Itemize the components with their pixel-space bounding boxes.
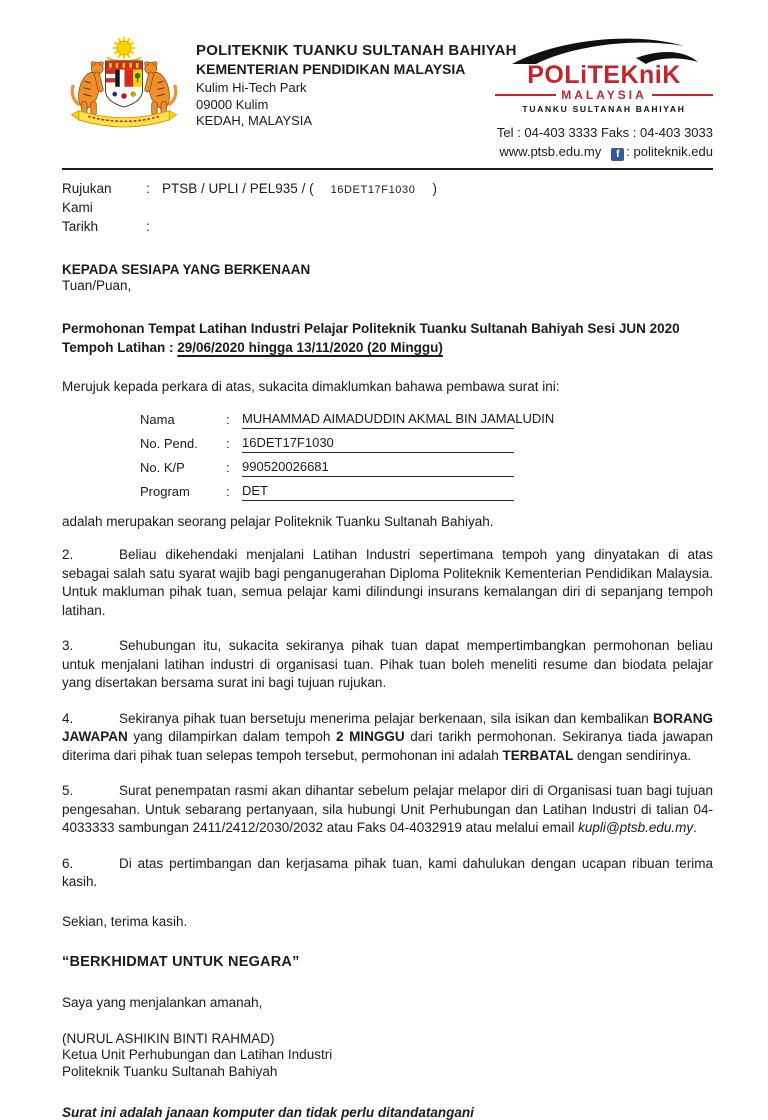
addressee-line: KEPADA SESIAPA YANG BERKENAAN — [62, 262, 311, 277]
paragraph-2: 2. Beliau dikehendaki menjalani Latihan Industri sepertimana tempoh yang dinyatakan di atas sebagai salah satu syarat wajib bagi penganugerahan Diploma Politeknik Kementerian Pendidikan Malaysia. Untuk makluman pihak tuan, semua pelajar kami dilindungi insurans kemalangan diri di sepanjang tempoh latihan. — [62, 547, 713, 618]
brand-country: MALAYSIA — [561, 88, 647, 102]
facebook-icon: f — [611, 148, 624, 161]
greeting-line: Tuan/Puan, — [62, 278, 132, 293]
signing-intro: Saya yang menjalankan amanah, — [62, 994, 263, 1010]
emphasis-borang-jawapan: BORANG JAWAPAN — [62, 710, 713, 744]
field-row-program: Program : DET — [140, 477, 713, 501]
address-line-1: Kulim Hi-Tech Park — [196, 80, 307, 95]
field-label: Program — [140, 484, 190, 499]
student-details — [140, 405, 713, 501]
training-period: 29/06/2020 hingga 13/11/2020 (20 Minggu) — [177, 340, 443, 355]
address-line-2: 09000 Kulim — [196, 96, 269, 112]
reference-label: Rujukan Kami — [62, 181, 112, 215]
signer-organisation: Politeknik Tuanku Sultanah Bahiyah — [62, 1063, 278, 1079]
field-row-no-kp: No. K/P : 990520026681 — [140, 453, 713, 477]
field-value-no-pend: 16DET17F1030 — [242, 435, 514, 453]
reference-student-code: 16DET17F1030 — [330, 184, 416, 196]
letterhead — [62, 28, 713, 168]
logo-contact-block — [495, 34, 713, 161]
facebook-handle: : politeknik.edu — [626, 144, 713, 159]
brand-line-left — [495, 94, 556, 97]
paragraph-5: 5. Surat penempatan rasmi akan dihantar sebelum pelajar melapor diri di Organisasi tuan bagi tujuan pengesahan. Untuk sebarang pertanyaan, sila hubungi Unit Perhubungan dan Latihan Industri di talian 04-4033333 sambungan 2411/2412/2030/2032 atau Faks 04-4032919 atau melalui email kupli@ptsb.edu.my. — [62, 783, 713, 835]
phone-fax-line: Tel : 04-403 3333 Faks : 04-403 3033 — [496, 125, 713, 140]
subject-line-2: Tempoh Latihan : 29/06/2020 hingga 13/11/2020 (20 Minggu) — [62, 340, 443, 355]
field-label: Nama — [140, 412, 175, 427]
after-fields-line: adalah merupakan seorang pelajar Politeknik Tuanku Sultanah Bahiyah. — [62, 514, 494, 529]
politeknik-logo — [495, 34, 713, 114]
emphasis-2-minggu: 2 MINGGU — [335, 729, 405, 744]
paragraph-4: 4. Sekiranya pihak tuan bersetuju menerima pelajar berkenaan, sila isikan dan kembalikan BORANG JAWAPAN yang dilampirkan dalam tempoh 2 MINGGU dari tarikh permohonan. Sekiranya tiada jawapan diterima dari pihak tuan selepas tempoh tersebut, permohonan ini adalah TERBATAL dengan sendirinya. — [62, 710, 713, 763]
emphasis-terbatal: TERBATAL — [502, 747, 574, 763]
reference-block — [62, 179, 713, 236]
website-link[interactable]: www.ptsb.edu.my — [499, 144, 602, 159]
signer-title: Ketua Unit Perhubungan dan Latihan Industri — [62, 1047, 333, 1062]
ministry-name: KEMENTERIAN PENDIDIKAN MALAYSIA — [196, 61, 466, 77]
subject-block — [62, 319, 713, 357]
field-label: No. Pend. — [140, 436, 198, 451]
header-divider — [62, 168, 713, 170]
subject-line-1: Permohonan Tempat Latihan Industri Pelajar Politeknik Tuanku Sultanah Bahiyah Sesi JUN 2020 — [62, 321, 680, 336]
email-address: kupli@ptsb.edu.my — [578, 820, 694, 835]
reference-suffix: ) — [432, 181, 437, 196]
field-label: No. K/P — [140, 460, 185, 475]
closing-thanks: Sekian, terima kasih. — [62, 913, 188, 929]
contact-block — [495, 123, 713, 161]
brand-line-right — [652, 94, 713, 97]
institution-name: POLITEKNIK TUANKU SULTANAH BAHIYAH — [196, 42, 517, 59]
brand-wordmark: POLiTEKniK — [527, 61, 681, 89]
intro-line: Merujuk kepada perkara di atas, sukacita dimaklumkan bahawa pembawa surat ini: — [62, 379, 560, 394]
national-motto: “BERKHIDMAT UNTUK NEGARA” — [62, 953, 300, 970]
date-row: Tarikh : — [62, 219, 150, 234]
malaysia-coat-of-arms-icon — [64, 30, 184, 138]
field-value-program: DET — [242, 483, 514, 501]
field-row-no-pend: No. Pend. : 16DET17F1030 — [140, 429, 713, 453]
paragraph-3: 3. Sehubungan itu, sukacita sekiranya pihak tuan dapat mempertimbangkan permohonan beliau untuk menjalani latihan industri di organisasi tuan. Pihak tuan boleh meneliti resume dan biodata pelajar yang disertakan bersama surat ini bagi tujuan rujukan. — [62, 638, 713, 690]
institution-block — [196, 42, 526, 130]
signer-name: (NURUL ASHIKIN BINTI RAHMAD) — [62, 1030, 275, 1046]
signer-block — [62, 1031, 713, 1081]
computer-generated-note: Surat ini adalah janaan komputer dan tidak perlu ditandatangani — [62, 1105, 474, 1120]
date-label: Tarikh — [62, 219, 99, 234]
brand-tagline: TUANKU SULTANAH BAHIYAH — [522, 104, 686, 114]
paragraph-6: 6. Di atas pertimbangan dan kerjasama pihak tuan, kami dahulukan dengan ucapan ribuan terima kasih. — [62, 855, 713, 889]
address-line-3: KEDAH, MALAYSIA — [196, 113, 313, 128]
field-value-no-kp: 990520026681 — [242, 459, 514, 477]
reference-prefix: PTSB / UPLI / PEL935 / ( — [162, 181, 314, 196]
reference-number-row: Rujukan Kami : PTSB / UPLI / PEL935 / ( 16DET17F1030 ) — [62, 181, 437, 215]
field-value-nama: MUHAMMAD AIMADUDDIN AKMAL BIN JAMALUDIN — [242, 411, 514, 429]
field-row-nama: Nama : MUHAMMAD AIMADUDDIN AKMAL BIN JAMALUDIN — [140, 411, 555, 427]
